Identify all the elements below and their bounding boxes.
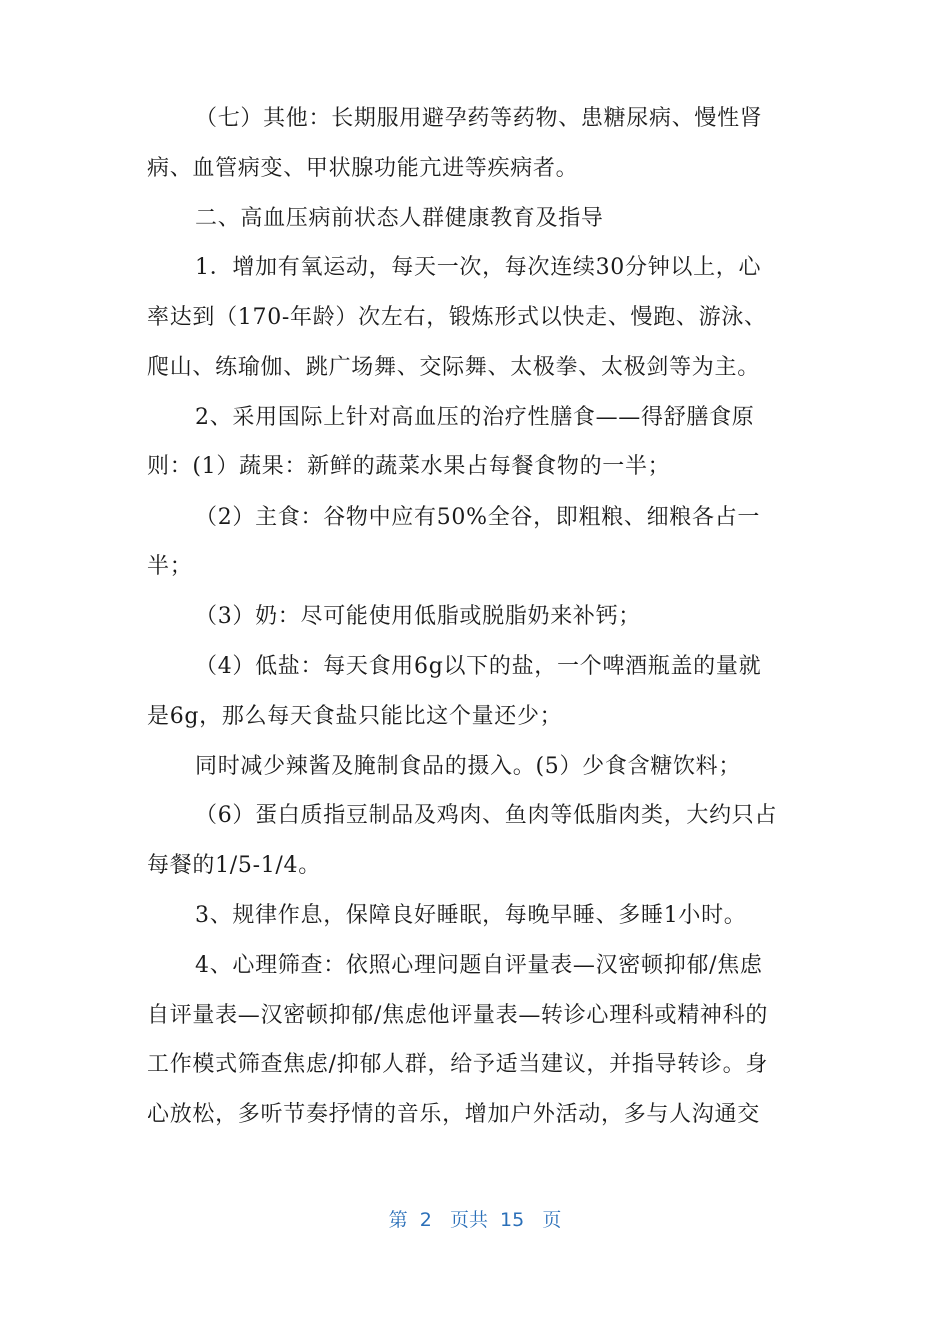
body-text-line: 半；	[147, 554, 193, 579]
page-number-footer: 第 2 页共 15 页	[388, 1209, 562, 1231]
body-text-line: 是6g，那么每天食盐只能比这个量还少；	[147, 704, 563, 729]
body-text-line: 心放松，多听节奏抒情的音乐，增加户外活动，多与人沟通交	[147, 1102, 760, 1127]
body-text-line: （6）蛋白质指豆制品及鸡肉、鱼肉等低脂肉类，大约只占	[195, 803, 778, 828]
body-text-line: 则：(1）蔬果：新鲜的蔬菜水果占每餐食物的一半；	[147, 454, 671, 479]
body-text-line: 工作模式筛查焦虑/抑郁人群，给予适当建议，并指导转诊。身	[147, 1052, 769, 1077]
body-text-line: （4）低盐：每天食用6g以下的盐，一个啤酒瓶盖的量就	[195, 654, 762, 679]
body-text-line: 4、心理筛查：依照心理问题自评量表—汉密顿抑郁/焦虑	[195, 953, 763, 978]
section-heading: 二、高血压病前状态人群健康教育及指导	[195, 206, 604, 231]
body-text-line: 爬山、练瑜伽、跳广场舞、交际舞、太极拳、太极剑等为主。	[147, 355, 760, 380]
body-text-line: 同时减少辣酱及腌制食品的摄入。(5）少食含糖饮料；	[195, 754, 742, 779]
body-text-line: 自评量表—汉密顿抑郁/焦虑他评量表—转诊心理科或精神科的	[147, 1003, 769, 1028]
body-text-line: （七）其他：长期服用避孕药等药物、患糖尿病、慢性肾	[195, 106, 763, 131]
body-text-line: （2）主食：谷物中应有50%全谷，即粗粮、细粮各占一	[195, 505, 761, 530]
body-text-line: 每餐的1/5-1/4。	[147, 853, 321, 878]
body-text-line: （3）奶：尽可能使用低脂或脱脂奶来补钙；	[195, 604, 641, 629]
body-text-line: 2、采用国际上针对高血压的治疗性膳食——得舒膳食原	[195, 405, 755, 430]
body-text-line: 病、血管病变、甲状腺功能亢进等疾病者。	[147, 156, 579, 181]
body-text-line: 率达到（170-年龄）次左右，锻炼形式以快走、慢跑、游泳、	[147, 305, 767, 330]
body-text-line: 3、规律作息，保障良好睡眠，每晚早睡、多睡1小时。	[195, 903, 747, 928]
body-text-line: 1．增加有氧运动，每天一次，每次连续30分钟以上，心	[195, 255, 762, 280]
